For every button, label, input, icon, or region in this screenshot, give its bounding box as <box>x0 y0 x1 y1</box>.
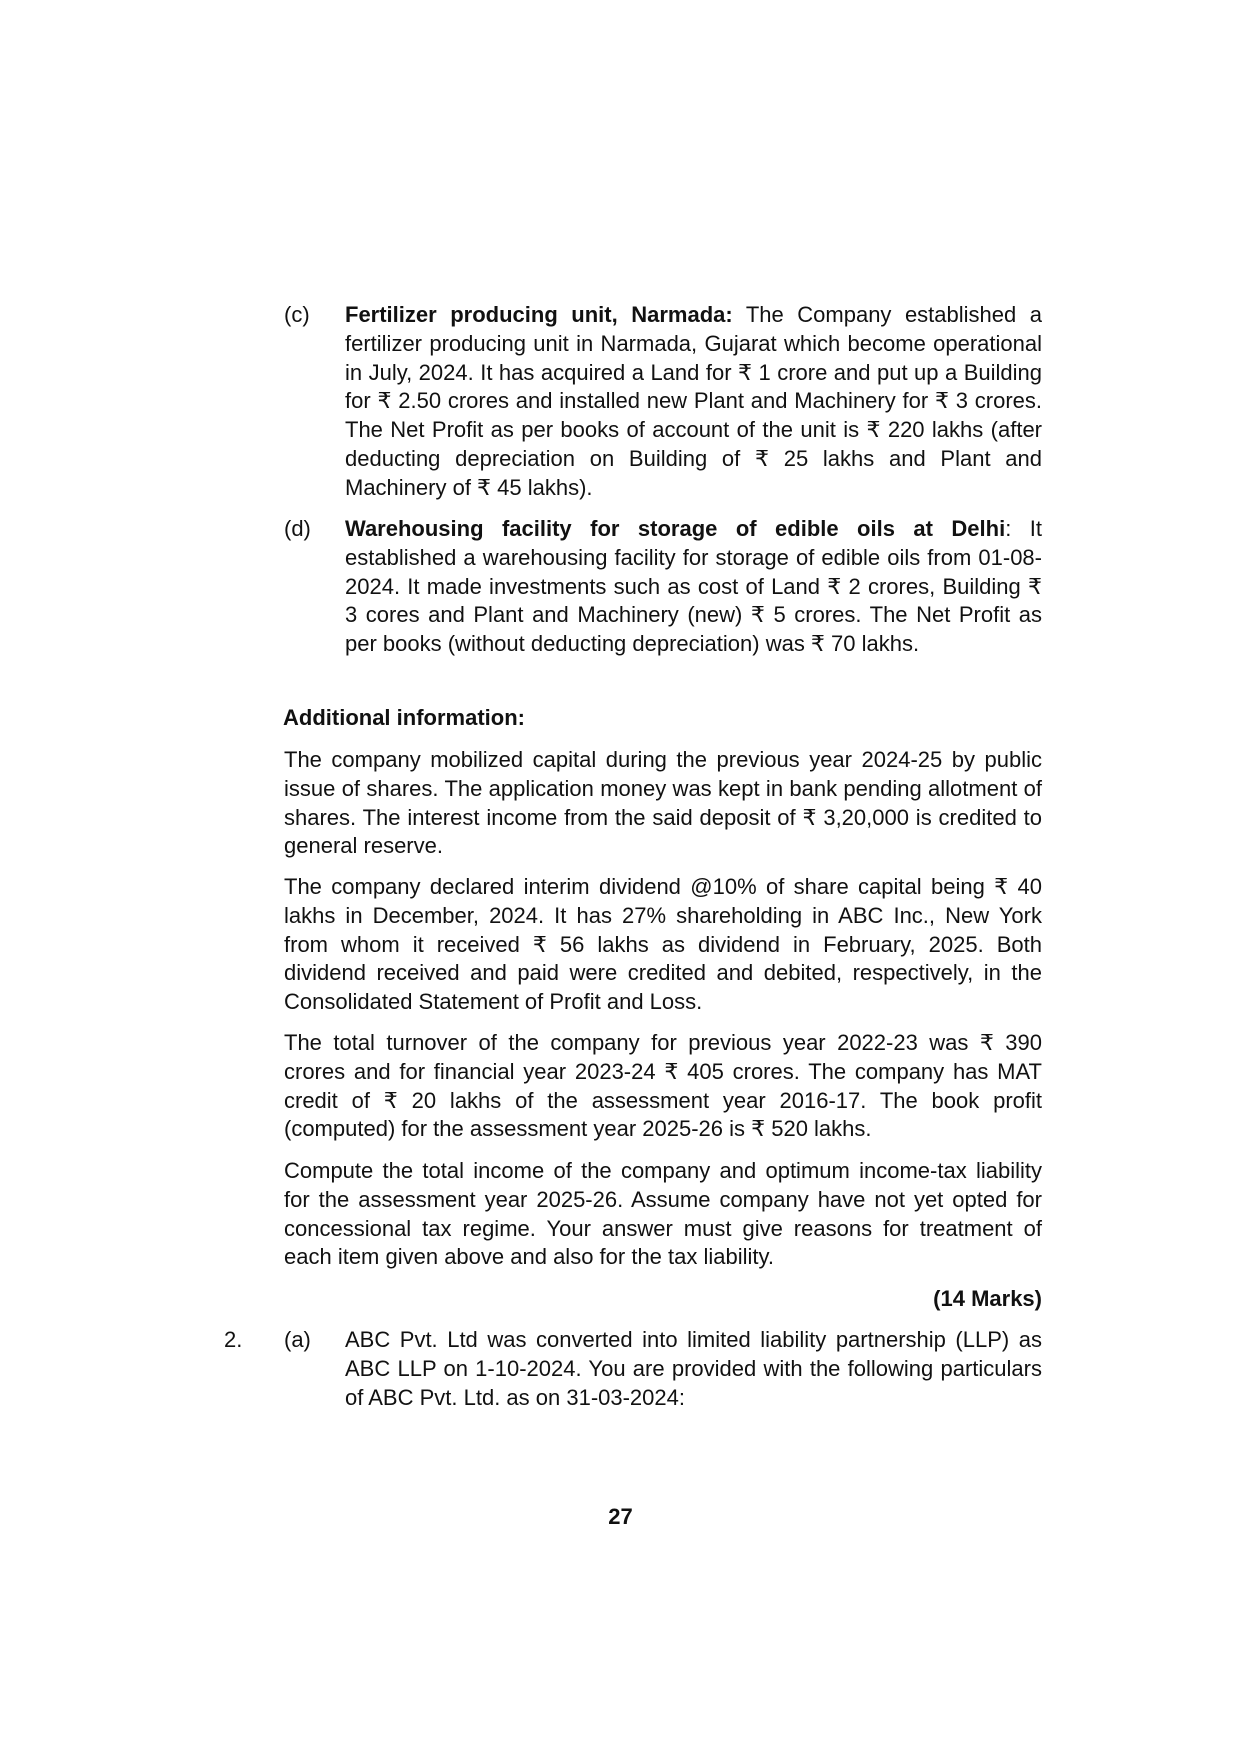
marks-label: (14 Marks) <box>933 1286 1042 1311</box>
item-d-paragraph <box>345 515 1042 659</box>
item-c-text: The Company established a fertilizer producing unit in Narmada, Gujarat which become operational in July, 2024. It has acquired a Land for ₹ 1 crore and put up a Building for ₹ 2.50 crores and installed new Plant and Machinery for ₹ 3 crores. The Net Profit as per books of account of the unit is ₹ 220 lakhs (after deducting depreciation on Building of ₹ 25 lakhs and Plant and Machinery of ₹ 45 lakhs). <box>345 302 1043 500</box>
additional-paragraph-1: The company mobilized capital during the previous year 2024-25 by public issue of shares. The application money was kept in bank pending allotment of shares. The interest income from the said deposit of ₹ 3,20,000 is credited to general reserve. <box>284 747 1042 859</box>
additional-paragraph-3: The total turnover of the company for previous year 2022-23 was ₹ 390 crores and for financial year 2023-24 ₹ 405 crores. The company has MAT credit of ₹ 20 lakhs of the assessment year 2016-17. The book profit (computed) for the assessment year 2025-26 is ₹ 520 lakhs. <box>284 1030 1042 1142</box>
item-c-label: (c) <box>284 302 310 327</box>
item-d-text: : It established a warehousing facility for storage of edible oils from 01-08-2024. It made investments such as cost of Land ₹ 2 crores, Building ₹ 3 cores and Plant and Machinery (new) ₹ 5 crores. The Net Profit as per books (without deducting depreciation) was ₹ 70 lakhs. <box>345 516 1042 657</box>
additional-paragraph-4: Compute the total income of the company and optimum income-tax liability for the assessment year 2025-26. Assume company have not yet opted for concessional tax regime. Your answer must give reasons for treatment of each item given above and also for the tax liability. <box>284 1158 1042 1270</box>
page-number: 27 <box>608 1504 633 1529</box>
item-d-title: Warehousing facility for storage of edible oils at Delhi <box>345 516 1006 541</box>
item-c-paragraph <box>345 301 1042 503</box>
question-2-number: 2. <box>224 1327 243 1352</box>
additional-paragraph-2: The company declared interim dividend @10% of share capital being ₹ 40 lakhs in December, 2024. It has 27% shareholding in ABC Inc., New York from whom it received ₹ 56 lakhs as dividend in February, 2025. Both dividend received and paid were credited and debited, respectively, in the Consolidated Statement of Profit and Loss. <box>284 874 1042 1015</box>
question-2-label: (a) <box>284 1327 311 1352</box>
item-d-label: (d) <box>284 516 311 541</box>
additional-info-heading: Additional information: <box>283 705 525 730</box>
item-c-title: Fertilizer producing unit, Narmada: <box>345 302 733 327</box>
question-2-text: ABC Pvt. Ltd was converted into limited liability partnership (LLP) as ABC LLP on 1-10-2024. You are provided with the following particulars of ABC Pvt. Ltd. as on 31-03-2024: <box>345 1327 1042 1410</box>
